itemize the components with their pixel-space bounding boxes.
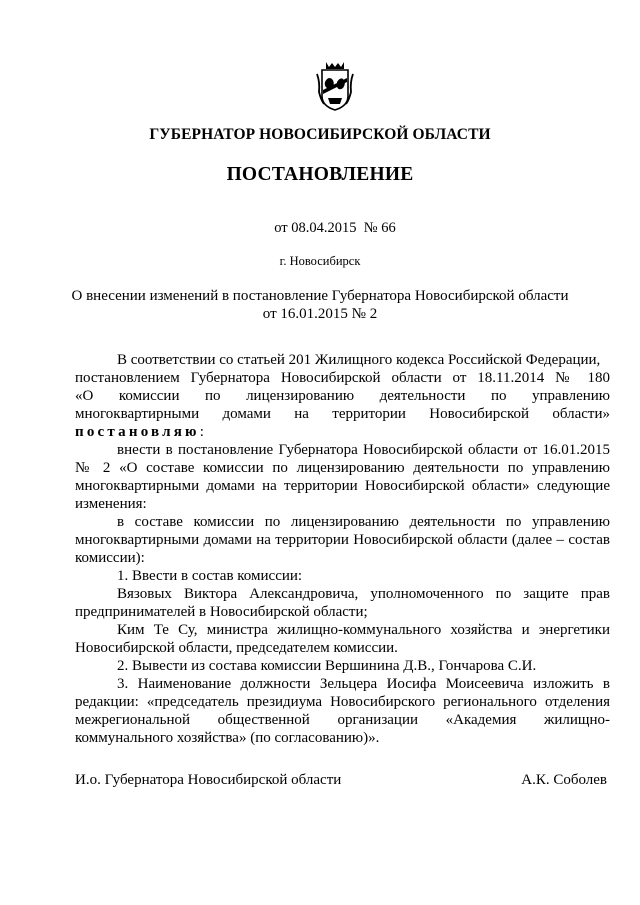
signatory-name: А.К. Соболев bbox=[521, 772, 607, 788]
decree-paragraph bbox=[75, 423, 610, 441]
item-2: 2. Вывести из состава комиссии Вершинина Д.В., Гончарова С.И. bbox=[117, 658, 537, 674]
intro-line-4: многоквартирными домами на территории Новосибирской области» bbox=[75, 406, 610, 422]
coat-of-arms bbox=[314, 60, 356, 112]
amendment-paragraph: внести в постановление Губернатора Новосибирской области от 16.01.2015 № 2 «О составе комиссии по лицензированию деятельности по управлению многоквартирными домами на территории Новосибирской области» следующие изменения: bbox=[75, 442, 610, 512]
member-2: Ким Те Су, министра жилищно-коммунального хозяйства и энергетики Новосибирской области, председателем комиссии. bbox=[75, 622, 610, 656]
intro-line-2: постановлением Губернатора Новосибирской области от 18.11.2014 № 180 bbox=[75, 370, 610, 386]
novosibirsk-coat-of-arms-icon bbox=[314, 60, 356, 112]
issuing-authority: ГУБЕРНАТОР НОВОСИБИРСКОЙ ОБЛАСТИ bbox=[149, 126, 491, 143]
subject-line-1: О внесении изменений в постановление Губернатора Новосибирской области bbox=[71, 288, 569, 304]
decree-word: постановляю bbox=[75, 424, 200, 440]
subject-line-2: от 16.01.2015 № 2 bbox=[262, 306, 378, 322]
date-and-number: от 08.04.2015 № 66 bbox=[274, 220, 396, 236]
member-1: Вязовых Виктора Александровича, уполномоченного по защите прав предпринимателей в Новосибирской области; bbox=[75, 586, 610, 620]
intro-line-1: В соответствии со статьей 201 Жилищного кодекса Российской Федерации, bbox=[117, 352, 601, 368]
document-type-title: ПОСТАНОВЛЕНИЕ bbox=[226, 164, 414, 185]
document-subject bbox=[0, 287, 640, 323]
document-body bbox=[75, 351, 610, 747]
decree-colon: : bbox=[199, 424, 204, 440]
item-1: 1. Ввести в состав комиссии: bbox=[117, 568, 303, 584]
intro-line-3: «О комиссии по лицензированию деятельности по управлению bbox=[75, 388, 610, 404]
composition-paragraph: в составе комиссии по лицензированию деятельности по управлению многоквартирными домами на территории Новосибирской области (далее – состав комиссии): bbox=[75, 514, 610, 566]
signatory-position: И.о. Губернатора Новосибирской области bbox=[75, 772, 342, 788]
issue-place: г. Новосибирск bbox=[279, 254, 361, 268]
item-3: 3. Наименование должности Зельцера Иосифа Моисеевича изложить в редакции: «председатель президиума Новосибирского регионального отделения межрегиональной общественной организации «Академия жилищно-коммунального хозяйства» (по согласованию)». bbox=[75, 676, 610, 746]
